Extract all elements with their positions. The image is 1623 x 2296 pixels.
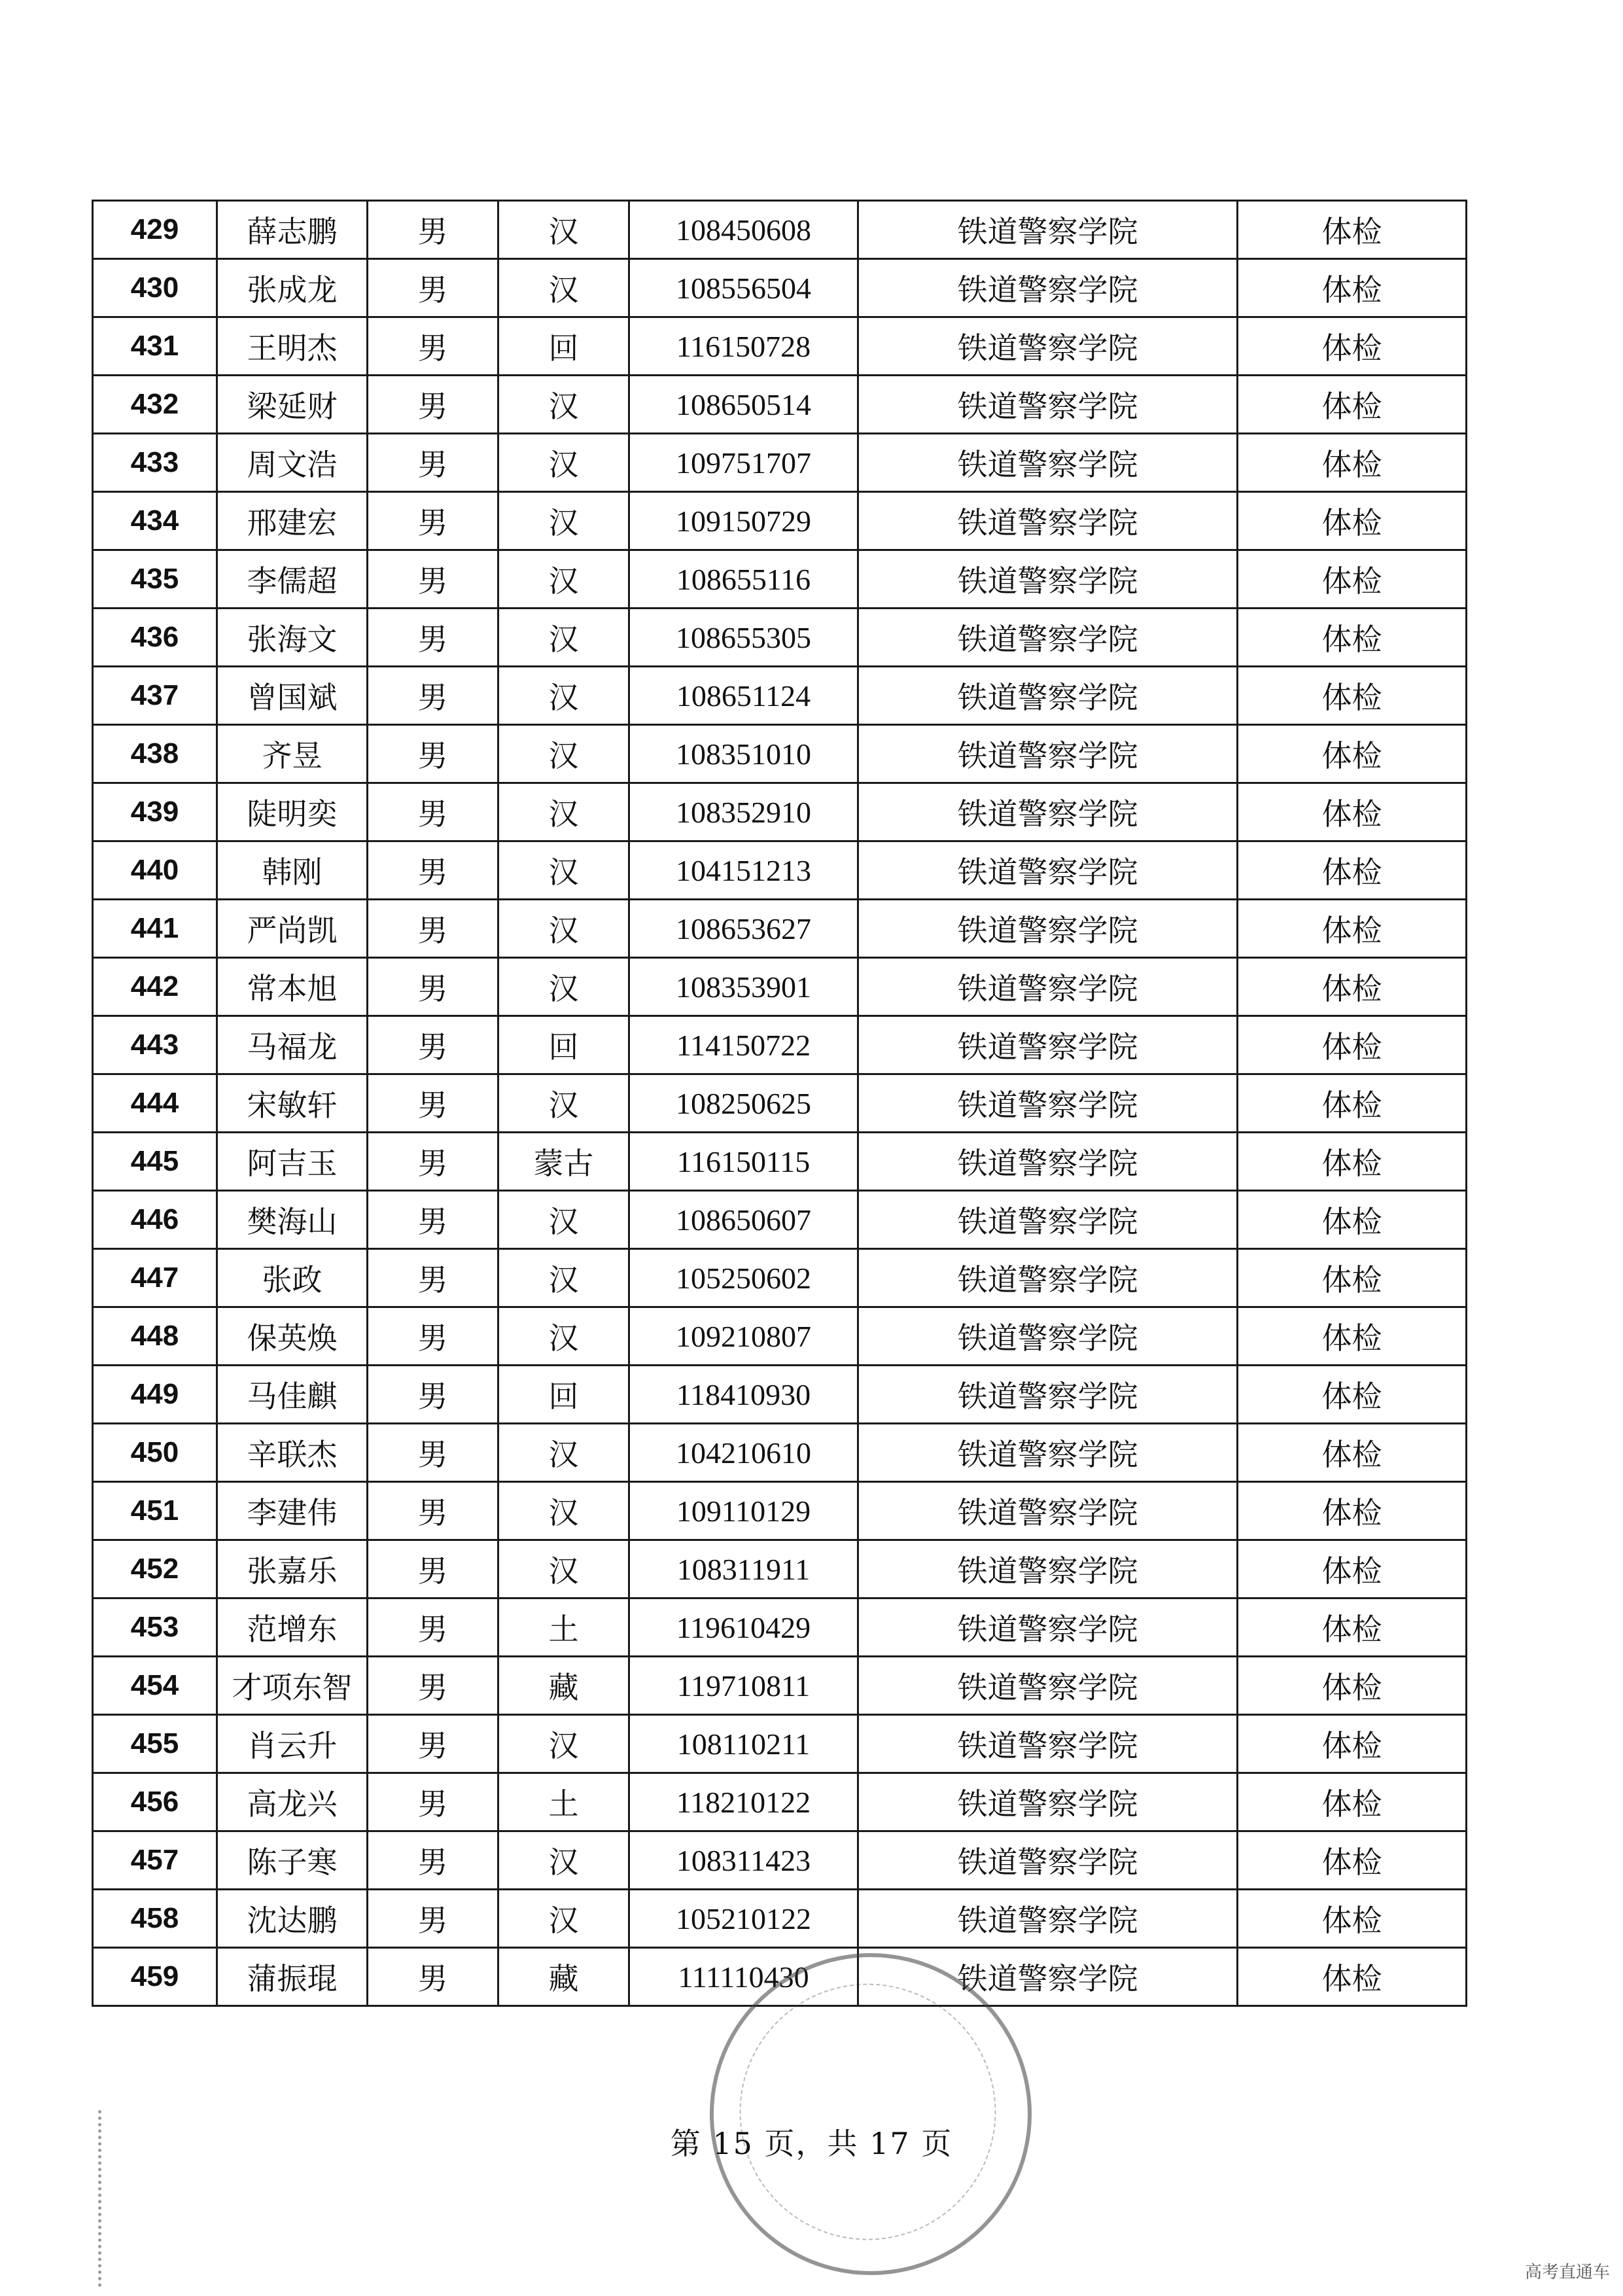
student-name: 张政	[217, 1249, 368, 1307]
college-name: 铁道警察学院	[858, 609, 1238, 667]
exam-id: 104210610	[629, 1424, 858, 1482]
table-row	[93, 492, 1467, 550]
gender: 男	[368, 609, 498, 667]
ethnicity: 汉	[498, 900, 629, 958]
row-number: 435	[93, 550, 217, 609]
row-number: 431	[93, 317, 217, 376]
table-row	[93, 667, 1467, 725]
table-row	[93, 1948, 1467, 2006]
student-name: 宋敏轩	[217, 1074, 368, 1133]
student-name: 韩刚	[217, 841, 368, 900]
college-name: 铁道警察学院	[858, 667, 1238, 725]
ethnicity: 汉	[498, 958, 629, 1016]
student-name: 肖云升	[217, 1715, 368, 1773]
status: 体检	[1238, 201, 1467, 259]
row-number: 433	[93, 434, 217, 492]
status: 体检	[1238, 1715, 1467, 1773]
gender: 男	[368, 1074, 498, 1133]
gender: 男	[368, 1016, 498, 1074]
college-name: 铁道警察学院	[858, 1540, 1238, 1598]
status: 体检	[1238, 1948, 1467, 2006]
gender: 男	[368, 376, 498, 434]
exam-id: 108311423	[629, 1831, 858, 1890]
row-number: 455	[93, 1715, 217, 1773]
exam-id: 108650514	[629, 376, 858, 434]
ethnicity: 汉	[498, 725, 629, 783]
ethnicity: 土	[498, 1773, 629, 1831]
student-name: 张成龙	[217, 259, 368, 317]
gender: 男	[368, 434, 498, 492]
table-row	[93, 317, 1467, 376]
table-row	[93, 1890, 1467, 1948]
college-name: 铁道警察学院	[858, 1657, 1238, 1715]
table-row	[93, 1657, 1467, 1715]
table-row	[93, 259, 1467, 317]
gender: 男	[368, 1948, 498, 2006]
college-name: 铁道警察学院	[858, 1482, 1238, 1540]
college-name: 铁道警察学院	[858, 1424, 1238, 1482]
exam-id: 116150115	[629, 1133, 858, 1191]
gender: 男	[368, 1133, 498, 1191]
gender: 男	[368, 1890, 498, 1948]
college-name: 铁道警察学院	[858, 376, 1238, 434]
ethnicity: 汉	[498, 841, 629, 900]
exam-id: 116150728	[629, 317, 858, 376]
table-row	[93, 1482, 1467, 1540]
ethnicity: 汉	[498, 783, 629, 841]
table-row	[93, 609, 1467, 667]
student-name: 范增东	[217, 1598, 368, 1657]
exam-id: 108352910	[629, 783, 858, 841]
ethnicity: 藏	[498, 1948, 629, 2006]
row-number: 457	[93, 1831, 217, 1890]
row-number: 458	[93, 1890, 217, 1948]
status: 体检	[1238, 1307, 1467, 1366]
gender: 男	[368, 1540, 498, 1598]
row-number: 447	[93, 1249, 217, 1307]
college-name: 铁道警察学院	[858, 725, 1238, 783]
table-row	[93, 841, 1467, 900]
row-number: 444	[93, 1074, 217, 1133]
ethnicity: 汉	[498, 1715, 629, 1773]
ethnicity: 汉	[498, 1831, 629, 1890]
status: 体检	[1238, 1249, 1467, 1307]
table-row	[93, 1074, 1467, 1133]
gender: 男	[368, 1773, 498, 1831]
status: 体检	[1238, 1482, 1467, 1540]
exam-id: 108353901	[629, 958, 858, 1016]
ethnicity: 汉	[498, 492, 629, 550]
ethnicity: 汉	[498, 1482, 629, 1540]
exam-id: 108653627	[629, 900, 858, 958]
page-number: 第 15 页，共 17 页	[670, 2126, 953, 2161]
status: 体检	[1238, 1133, 1467, 1191]
exam-id: 109751707	[629, 434, 858, 492]
exam-id: 108450608	[629, 201, 858, 259]
row-number: 430	[93, 259, 217, 317]
status: 体检	[1238, 550, 1467, 609]
status: 体检	[1238, 725, 1467, 783]
college-name: 铁道警察学院	[858, 1890, 1238, 1948]
exam-id: 109210807	[629, 1307, 858, 1366]
college-name: 铁道警察学院	[858, 1249, 1238, 1307]
ethnicity: 回	[498, 1366, 629, 1424]
table-row	[93, 783, 1467, 841]
student-name: 邢建宏	[217, 492, 368, 550]
exam-id: 119710811	[629, 1657, 858, 1715]
table-row	[93, 725, 1467, 783]
ethnicity: 汉	[498, 376, 629, 434]
status: 体检	[1238, 492, 1467, 550]
ethnicity: 汉	[498, 1307, 629, 1366]
student-name: 严尚凯	[217, 900, 368, 958]
admission-table	[92, 200, 1467, 2007]
exam-id: 111110430	[629, 1948, 858, 2006]
status: 体检	[1238, 958, 1467, 1016]
row-number: 449	[93, 1366, 217, 1424]
table-row	[93, 376, 1467, 434]
student-name: 保英焕	[217, 1307, 368, 1366]
exam-id: 108556504	[629, 259, 858, 317]
ethnicity: 汉	[498, 667, 629, 725]
college-name: 铁道警察学院	[858, 1074, 1238, 1133]
row-number: 432	[93, 376, 217, 434]
ethnicity: 汉	[498, 434, 629, 492]
gender: 男	[368, 492, 498, 550]
exam-id: 108110211	[629, 1715, 858, 1773]
exam-id: 119610429	[629, 1598, 858, 1657]
table-row	[93, 1366, 1467, 1424]
status: 体检	[1238, 1424, 1467, 1482]
student-name: 常本旭	[217, 958, 368, 1016]
row-number: 456	[93, 1773, 217, 1831]
row-number: 438	[93, 725, 217, 783]
gender: 男	[368, 900, 498, 958]
status: 体检	[1238, 783, 1467, 841]
table-row	[93, 1715, 1467, 1773]
table-row	[93, 201, 1467, 259]
status: 体检	[1238, 1890, 1467, 1948]
status: 体检	[1238, 841, 1467, 900]
college-name: 铁道警察学院	[858, 317, 1238, 376]
student-name: 梁延财	[217, 376, 368, 434]
ethnicity: 汉	[498, 550, 629, 609]
row-number: 453	[93, 1598, 217, 1657]
college-name: 铁道警察学院	[858, 1773, 1238, 1831]
status: 体检	[1238, 259, 1467, 317]
table-row	[93, 1773, 1467, 1831]
college-name: 铁道警察学院	[858, 1191, 1238, 1249]
status: 体检	[1238, 667, 1467, 725]
status: 体检	[1238, 1657, 1467, 1715]
exam-id: 118410930	[629, 1366, 858, 1424]
gender: 男	[368, 667, 498, 725]
college-name: 铁道警察学院	[858, 841, 1238, 900]
gender: 男	[368, 1657, 498, 1715]
gender: 男	[368, 1191, 498, 1249]
ethnicity: 汉	[498, 259, 629, 317]
student-name: 齐昱	[217, 725, 368, 783]
college-name: 铁道警察学院	[858, 550, 1238, 609]
exam-id: 105210122	[629, 1890, 858, 1948]
exam-id: 105250602	[629, 1249, 858, 1307]
student-name: 张嘉乐	[217, 1540, 368, 1598]
ethnicity: 土	[498, 1598, 629, 1657]
row-number: 434	[93, 492, 217, 550]
student-name: 陈子寒	[217, 1831, 368, 1890]
table-row	[93, 1133, 1467, 1191]
table-row	[93, 1307, 1467, 1366]
status: 体检	[1238, 1074, 1467, 1133]
exam-id: 108650607	[629, 1191, 858, 1249]
student-name: 张海文	[217, 609, 368, 667]
student-name: 阿吉玉	[217, 1133, 368, 1191]
college-name: 铁道警察学院	[858, 1948, 1238, 2006]
gender: 男	[368, 1831, 498, 1890]
row-number: 454	[93, 1657, 217, 1715]
gender: 男	[368, 725, 498, 783]
status: 体检	[1238, 317, 1467, 376]
college-name: 铁道警察学院	[858, 900, 1238, 958]
student-name: 陡明奕	[217, 783, 368, 841]
gender: 男	[368, 958, 498, 1016]
ethnicity: 藏	[498, 1657, 629, 1715]
row-number: 446	[93, 1191, 217, 1249]
college-name: 铁道警察学院	[858, 1715, 1238, 1773]
gender: 男	[368, 201, 498, 259]
gender: 男	[368, 317, 498, 376]
exam-id: 104151213	[629, 841, 858, 900]
college-name: 铁道警察学院	[858, 1307, 1238, 1366]
college-name: 铁道警察学院	[858, 1366, 1238, 1424]
ethnicity: 蒙古	[498, 1133, 629, 1191]
ethnicity: 汉	[498, 1249, 629, 1307]
student-name: 薛志鹏	[217, 201, 368, 259]
exam-id: 109150729	[629, 492, 858, 550]
student-name: 马福龙	[217, 1016, 368, 1074]
table-row	[93, 1424, 1467, 1482]
status: 体检	[1238, 434, 1467, 492]
table-row	[93, 550, 1467, 609]
ethnicity: 汉	[498, 1191, 629, 1249]
row-number: 429	[93, 201, 217, 259]
ethnicity: 回	[498, 317, 629, 376]
student-name: 高龙兴	[217, 1773, 368, 1831]
gender: 男	[368, 1598, 498, 1657]
row-number: 439	[93, 783, 217, 841]
ethnicity: 汉	[498, 1540, 629, 1598]
table-row	[93, 1540, 1467, 1598]
status: 体检	[1238, 376, 1467, 434]
exam-id: 109110129	[629, 1482, 858, 1540]
table-row	[93, 1831, 1467, 1890]
student-name: 李建伟	[217, 1482, 368, 1540]
ethnicity: 回	[498, 1016, 629, 1074]
row-number: 451	[93, 1482, 217, 1540]
student-name: 才项东智	[217, 1657, 368, 1715]
status: 体检	[1238, 900, 1467, 958]
row-number: 452	[93, 1540, 217, 1598]
status: 体检	[1238, 1540, 1467, 1598]
ethnicity: 汉	[498, 1424, 629, 1482]
table-body	[93, 201, 1467, 2006]
table-row	[93, 1191, 1467, 1249]
gender: 男	[368, 259, 498, 317]
exam-id: 118210122	[629, 1773, 858, 1831]
student-name: 王明杰	[217, 317, 368, 376]
college-name: 铁道警察学院	[858, 1133, 1238, 1191]
exam-id: 114150722	[629, 1016, 858, 1074]
college-name: 铁道警察学院	[858, 492, 1238, 550]
gender: 男	[368, 1249, 498, 1307]
exam-id: 108351010	[629, 725, 858, 783]
college-name: 铁道警察学院	[858, 958, 1238, 1016]
watermark-text: 高考直通车	[1524, 2263, 1610, 2282]
college-name: 铁道警察学院	[858, 1016, 1238, 1074]
gender: 男	[368, 1715, 498, 1773]
college-name: 铁道警察学院	[858, 201, 1238, 259]
ethnicity: 汉	[498, 1074, 629, 1133]
row-number: 445	[93, 1133, 217, 1191]
status: 体检	[1238, 1016, 1467, 1074]
gender: 男	[368, 783, 498, 841]
row-number: 437	[93, 667, 217, 725]
exam-id: 108250625	[629, 1074, 858, 1133]
ethnicity: 汉	[498, 609, 629, 667]
status: 体检	[1238, 1598, 1467, 1657]
student-name: 李儒超	[217, 550, 368, 609]
table-row	[93, 1016, 1467, 1074]
exam-id: 108655116	[629, 550, 858, 609]
table-row	[93, 1598, 1467, 1657]
gender: 男	[368, 1366, 498, 1424]
gender: 男	[368, 1424, 498, 1482]
student-name: 周文浩	[217, 434, 368, 492]
status: 体检	[1238, 1191, 1467, 1249]
student-name: 樊海山	[217, 1191, 368, 1249]
college-name: 铁道警察学院	[858, 259, 1238, 317]
row-number: 440	[93, 841, 217, 900]
student-name: 马佳麒	[217, 1366, 368, 1424]
exam-id: 108311911	[629, 1540, 858, 1598]
status: 体检	[1238, 609, 1467, 667]
row-number: 436	[93, 609, 217, 667]
exam-id: 108651124	[629, 667, 858, 725]
gender: 男	[368, 1307, 498, 1366]
gender: 男	[368, 550, 498, 609]
table-row	[93, 958, 1467, 1016]
college-name: 铁道警察学院	[858, 1598, 1238, 1657]
row-number: 448	[93, 1307, 217, 1366]
college-name: 铁道警察学院	[858, 1831, 1238, 1890]
row-number: 442	[93, 958, 217, 1016]
ethnicity: 汉	[498, 201, 629, 259]
student-name: 蒲振琨	[217, 1948, 368, 2006]
row-number: 450	[93, 1424, 217, 1482]
college-name: 铁道警察学院	[858, 434, 1238, 492]
status: 体检	[1238, 1366, 1467, 1424]
college-name: 铁道警察学院	[858, 783, 1238, 841]
gender: 男	[368, 1482, 498, 1540]
row-number: 443	[93, 1016, 217, 1074]
status: 体检	[1238, 1831, 1467, 1890]
status: 体检	[1238, 1773, 1467, 1831]
row-number: 459	[93, 1948, 217, 2006]
table-row	[93, 1249, 1467, 1307]
row-number: 441	[93, 900, 217, 958]
ethnicity: 汉	[498, 1890, 629, 1948]
student-name: 辛联杰	[217, 1424, 368, 1482]
table-row	[93, 434, 1467, 492]
student-name: 曾国斌	[217, 667, 368, 725]
gender: 男	[368, 841, 498, 900]
student-name: 沈达鹏	[217, 1890, 368, 1948]
table-row	[93, 900, 1467, 958]
exam-id: 108655305	[629, 609, 858, 667]
